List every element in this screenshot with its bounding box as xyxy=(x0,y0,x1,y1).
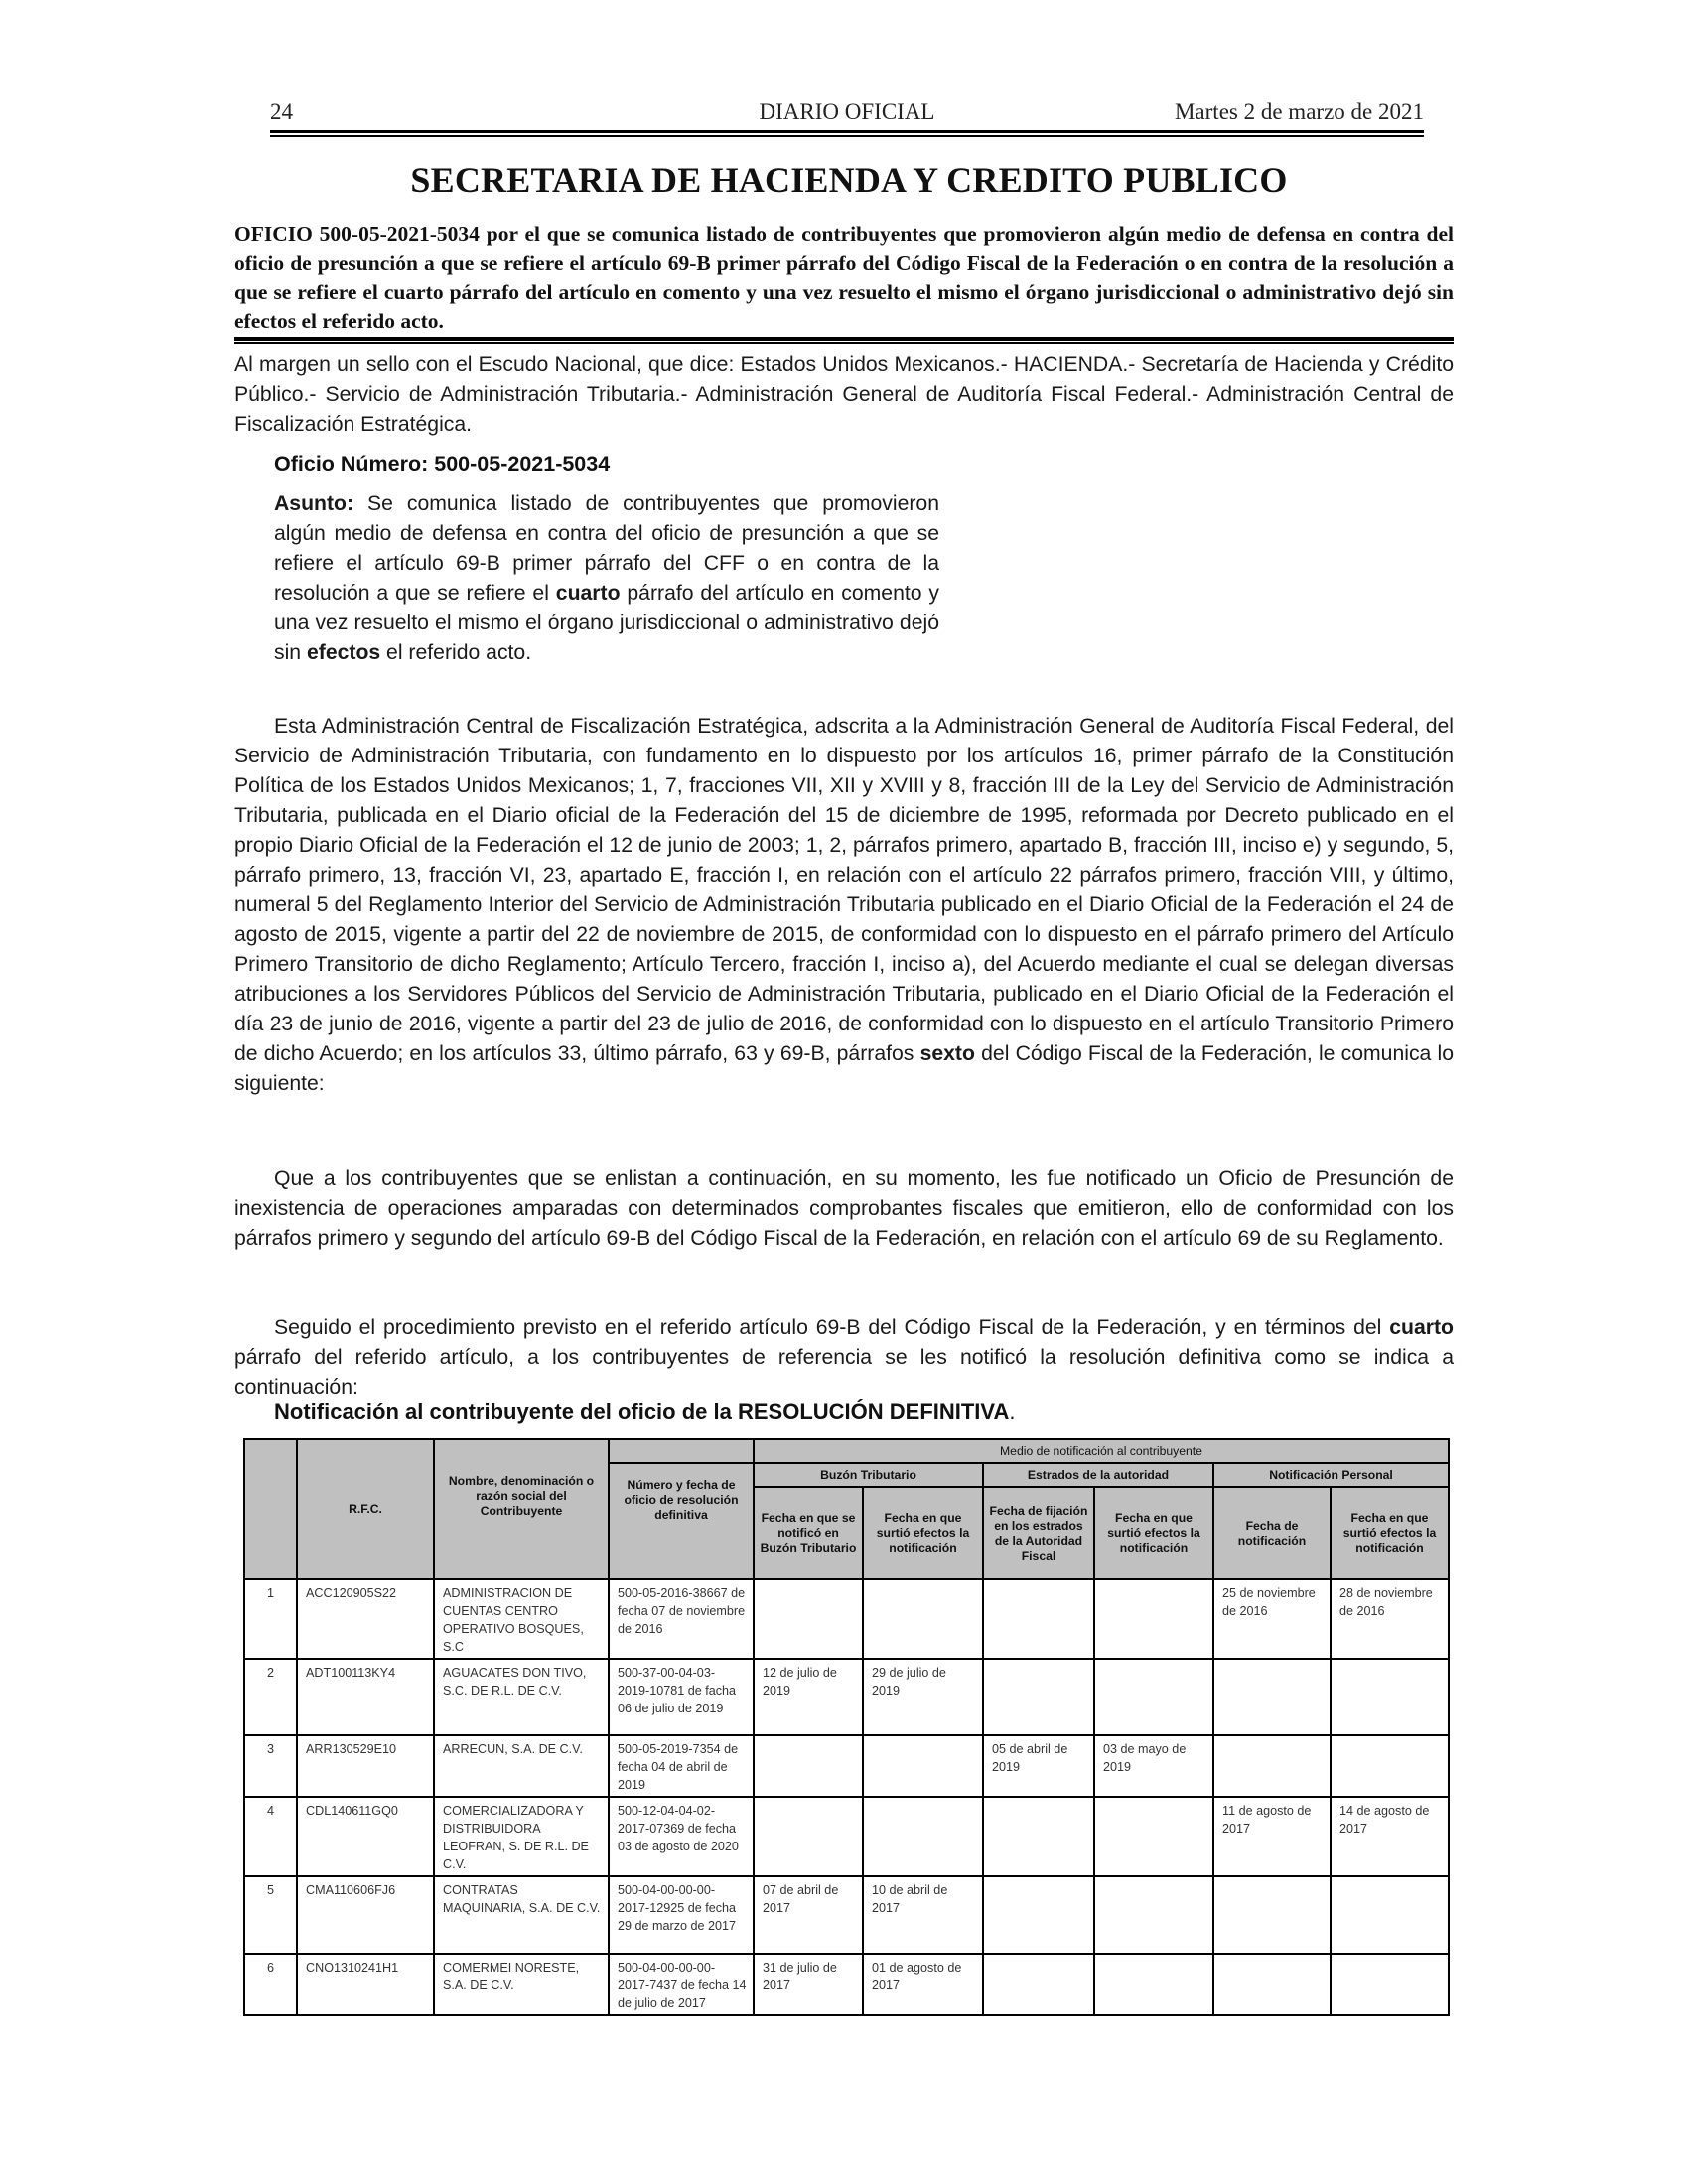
cell-rfc: CMA110606FJ6 xyxy=(297,1876,434,1954)
cell-personal-efectos: 28 de noviembre de 2016 xyxy=(1331,1579,1449,1659)
cell-buzon-efectos: 01 de agosto de 2017 xyxy=(863,1954,983,2015)
cell-nombre: ARRECUN, S.A. DE C.V. xyxy=(434,1735,609,1797)
cell-buzon-efectos: 10 de abril de 2017 xyxy=(863,1876,983,1954)
cell-num: 5 xyxy=(244,1876,297,1954)
cell-personal-notif xyxy=(1213,1954,1331,2015)
table-row xyxy=(244,1735,1449,1797)
cell-oficio: 500-05-2016-38667 de fecha 07 de noviembre de 2016 xyxy=(609,1579,754,1659)
cell-personal-efectos xyxy=(1331,1876,1449,1954)
cell-estrados-efectos: 03 de mayo de 2019 xyxy=(1094,1735,1213,1797)
cell-oficio: 500-05-2019-7354 de fecha 04 de abril de 2019 xyxy=(609,1735,754,1797)
cell-buzon-notif: 12 de julio de 2019 xyxy=(754,1659,863,1735)
cell-estrados-efectos xyxy=(1094,1659,1213,1735)
cell-personal-efectos xyxy=(1331,1659,1449,1735)
cell-estrados-fijacion xyxy=(983,1797,1094,1876)
asunto-text: párrafo del artículo en comento y una vez resuelto el mismo el órgano jurisdiccional o administrativo dejó sin xyxy=(274,582,939,664)
table-row xyxy=(244,1579,1449,1659)
cell-estrados-fijacion xyxy=(983,1954,1094,2015)
cell-nombre: COMERMEI NORESTE, S.A. DE C.V. xyxy=(434,1954,609,2015)
cell-buzon-notif xyxy=(754,1579,863,1659)
cell-estrados-fijacion xyxy=(983,1876,1094,1954)
cell-num: 3 xyxy=(244,1735,297,1797)
header-estrados-efectos: Fecha en que surtió efectos la notificación xyxy=(1094,1487,1213,1579)
cell-rfc: CDL140611GQ0 xyxy=(297,1797,434,1876)
cell-buzon-efectos: 29 de julio de 2019 xyxy=(863,1659,983,1735)
asunto-text: el referido acto. xyxy=(380,641,532,664)
paragraph-fundamento xyxy=(234,712,1454,1099)
cell-personal-notif: 25 de noviembre de 2016 xyxy=(1213,1579,1331,1659)
cell-estrados-fijacion: 05 de abril de 2019 xyxy=(983,1735,1094,1797)
contribuyentes-table xyxy=(243,1438,1450,2016)
header-rule-thick xyxy=(270,130,1424,133)
cell-rfc: ACC120905S22 xyxy=(297,1579,434,1659)
cell-buzon-efectos xyxy=(863,1735,983,1797)
cell-buzon-notif xyxy=(754,1797,863,1876)
title-rule-thin xyxy=(234,342,1454,344)
cell-buzon-efectos xyxy=(863,1579,983,1659)
cell-estrados-efectos xyxy=(1094,1876,1213,1954)
cell-personal-notif xyxy=(1213,1659,1331,1735)
cell-oficio: 500-04-00-00-00-2017-12925 de fecha 29 de marzo de 2017 xyxy=(609,1876,754,1954)
cell-buzon-notif: 07 de abril de 2017 xyxy=(754,1876,863,1954)
header-group-personal: Notificación Personal xyxy=(1213,1463,1449,1487)
cell-personal-efectos: 14 de agosto de 2017 xyxy=(1331,1797,1449,1876)
cell-oficio: 500-04-00-00-00-2017-7437 de fecha 14 de julio de 2017 xyxy=(609,1954,754,2015)
oficio-number: Oficio Número: 500-05-2021-5034 xyxy=(274,452,611,476)
paragraph-text: del Código Fiscal de la Federación, le comunica lo siguiente: xyxy=(234,1042,1454,1095)
paragraph-presuncion: Que a los contribuyentes que se enlistan a continuación, en su momento, les fue notificado un Oficio de Presunción de inexistencia de operaciones amparadas con determinados comprobantes fiscales que emitieron, ello de conformidad con los párrafos primero y segundo del artículo 69-B del Código Fiscal de la Federación, en relación con el artículo 69 de su Reglamento. xyxy=(234,1167,1454,1250)
margin-note: Al margen un sello con el Escudo Nacional, que dice: Estados Unidos Mexicanos.- HACIENDA.- Secretaría de Hacienda y Crédito Público.- Servicio de Administración Tributaria.- Administración General de Auditoría Fiscal Federal.- Administración Central de Fiscalización Estratégica. xyxy=(234,353,1454,436)
paragraph-text: Esta Administración Central de Fiscalización Estratégica, adscrita a la Administración General de Auditoría Fiscal Federal, del Servicio de Administración Tributaria, con fundamento en lo dispuesto por los artículos 16, primer párrafo de la Constitución Política de los Estados Unidos Mexicanos; 1, 7, fracciones VII, XII y XVIII y 8, fracción III de la Ley del Servicio de Administración Tributaria, publicada en el Diario oficial de la Federación del 15 de diciembre de 1995, reformada por Decreto publicado en el propio Diario Oficial de la Federación el 12 de junio de 2003; 1, 2, párrafos primero, apartado B, fracción III, inciso e) y segundo, 5, párrafo primero, 13, fracción VI, 23, apartado E, fracción I, en relación con el artículo 22 párrafos primero, fracción VIII, y último, numeral 5 del Reglamento Interior del Servicio de Administración Tributaria publicado en el Diario Oficial de la Federación el 24 de agosto de 2015, vigente a partir del 22 de noviembre de 2015, de conformidad con lo dispuesto en el párrafo primero del Artículo Primero Transitorio de dicho Reglamento; Artículo Tercero, fracción I, inciso a), del Acuerdo mediante el cual se delegan diversas atribuciones a los Servidores Públicos del Servicio de Administración Tributaria, publicado en el Diario Oficial de la Federación el día 23 de junio de 2016, vigente a partir del 23 de julio de 2016, de conformidad con lo dispuesto en el artículo Transitorio Primero de dicho Acuerdo; en los artículos 33, último párrafo, 63 y 69-B, párrafos xyxy=(234,715,1454,1065)
paragraph-text: Seguido el procedimiento previsto en el referido artículo 69-B del Código Fiscal de la Federación, y en términos del xyxy=(274,1316,1390,1339)
header-num xyxy=(244,1439,297,1579)
table-row xyxy=(244,1954,1449,2015)
header-personal-efectos: Fecha en que surtió efectos la notificación xyxy=(1331,1487,1449,1579)
cell-nombre: CONTRATAS MAQUINARIA, S.A. DE C.V. xyxy=(434,1876,609,1954)
decree-title: OFICIO 500-05-2021-5034 por el que se comunica listado de contribuyentes que promovieron algún medio de defensa en contra del oficio de presunción a que se refiere el artículo 69-B primer párrafo del Código Fiscal de la Federación o en contra de la resolución a que se refiere el cuarto párrafo del artículo en comento y una vez resuelto el mismo el órgano jurisdiccional o administrativo dejó sin efectos el referido acto. xyxy=(234,222,1454,333)
cell-num: 2 xyxy=(244,1659,297,1735)
header-estrados-fijacion: Fecha de fijación en los estrados de la Autoridad Fiscal xyxy=(983,1487,1094,1579)
header-rule-thin xyxy=(270,135,1424,137)
header-group-buzon: Buzón Tributario xyxy=(754,1463,983,1487)
paragraph-text: párrafo del referido artículo, a los contribuyentes de referencia se les notificó la resolución definitiva como se indica a continuación: xyxy=(234,1346,1454,1399)
paragraph-emphasis: sexto xyxy=(919,1042,975,1065)
publication-name: DIARIO OFICIAL xyxy=(759,99,935,124)
cell-num: 1 xyxy=(244,1579,297,1659)
cell-nombre: COMERCIALIZADORA Y DISTRIBUIDORA LEOFRAN, S. DE R.L. DE C.V. xyxy=(434,1797,609,1876)
header-oficio xyxy=(609,1439,754,1579)
cell-buzon-efectos xyxy=(863,1797,983,1876)
page-number: 24 xyxy=(270,99,293,124)
publication-date: Martes 2 de marzo de 2021 xyxy=(1174,99,1424,124)
cell-personal-notif xyxy=(1213,1876,1331,1954)
cell-nombre: AGUACATES DON TIVO, S.C. DE R.L. DE C.V. xyxy=(434,1659,609,1735)
header-personal-notif: Fecha de notificación xyxy=(1213,1487,1331,1579)
table-row xyxy=(244,1876,1449,1954)
cell-personal-efectos xyxy=(1331,1954,1449,2015)
cell-personal-efectos xyxy=(1331,1735,1449,1797)
cell-nombre: ADMINISTRACION DE CUENTAS CENTRO OPERATIVO BOSQUES, S.C xyxy=(434,1579,609,1659)
cell-personal-notif: 11 de agosto de 2017 xyxy=(1213,1797,1331,1876)
table-heading-emphasis: RESOLUCIÓN DEFINITIVA xyxy=(737,1399,1010,1424)
header-buzon-notif: Fecha en que se notificó en Buzón Tributario xyxy=(754,1487,863,1579)
cell-personal-notif xyxy=(1213,1735,1331,1797)
header-medio: Medio de notificación al contribuyente xyxy=(754,1439,1449,1463)
asunto-label: Asunto: xyxy=(274,492,354,515)
asunto-block xyxy=(274,489,939,668)
cell-oficio: 500-37-00-04-03-2019-10781 de facha 06 de julio de 2019 xyxy=(609,1659,754,1735)
header-nombre: Nombre, denominación o razón social del Contribuyente xyxy=(434,1439,609,1579)
running-head xyxy=(270,99,1424,129)
asunto-emphasis: cuarto xyxy=(555,582,621,605)
section-title: SECRETARIA DE HACIENDA Y CREDITO PUBLICO xyxy=(410,160,1288,200)
table-row xyxy=(244,1659,1449,1735)
cell-oficio: 500-12-04-04-02-2017-07369 de fecha 03 de agosto de 2020 xyxy=(609,1797,754,1876)
paragraph-procedimiento xyxy=(234,1313,1454,1403)
table-heading-suffix: . xyxy=(1009,1399,1016,1424)
paragraph-emphasis: cuarto xyxy=(1389,1316,1454,1339)
cell-estrados-fijacion xyxy=(983,1659,1094,1735)
header-rfc: R.F.C. xyxy=(297,1439,434,1579)
cell-buzon-notif xyxy=(754,1735,863,1797)
header-oficio-label: Número y fecha de oficio de resolución definitiva xyxy=(624,1478,739,1522)
asunto-text: Se comunica listado de contribuyentes que promovieron algún medio de defensa en contra del oficio de presunción a que se refiere el artículo 69-B primer párrafo del CFF o en contra de la resolución a que se refiere el xyxy=(274,492,939,605)
cell-estrados-efectos xyxy=(1094,1579,1213,1659)
cell-rfc: CNO1310241H1 xyxy=(297,1954,434,2015)
table-row xyxy=(244,1797,1449,1876)
cell-estrados-efectos xyxy=(1094,1797,1213,1876)
cell-rfc: ARR130529E10 xyxy=(297,1735,434,1797)
table-heading xyxy=(274,1399,1015,1425)
cell-buzon-notif: 31 de julio de 2017 xyxy=(754,1954,863,2015)
cell-rfc: ADT100113KY4 xyxy=(297,1659,434,1735)
title-rule-thick xyxy=(234,337,1454,341)
cell-estrados-efectos xyxy=(1094,1954,1213,2015)
cell-num: 4 xyxy=(244,1797,297,1876)
table-heading-text: Notificación al contribuyente del oficio de la xyxy=(274,1399,738,1424)
header-group-estrados: Estrados de la autoridad xyxy=(983,1463,1213,1487)
header-buzon-efectos: Fecha en que surtió efectos la notificación xyxy=(863,1487,983,1579)
cell-estrados-fijacion xyxy=(983,1579,1094,1659)
asunto-emphasis: efectos xyxy=(306,641,381,664)
cell-num: 6 xyxy=(244,1954,297,2015)
